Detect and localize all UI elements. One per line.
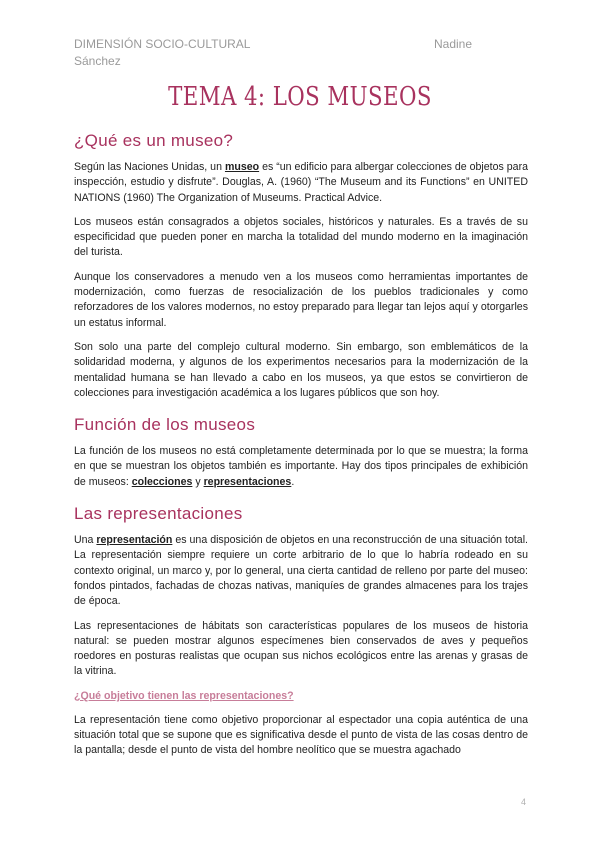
keyword-colecciones: colecciones: [131, 475, 193, 488]
keyword-museo: museo: [224, 161, 260, 173]
document-body: [74, 128, 528, 768]
text: Una: [74, 534, 97, 547]
section-heading-representations: Las representaciones: [74, 504, 243, 524]
paragraph: La representación tiene como objetivo proporcionar al espectador una copia auténtica de una situación total que se supone que es significativa desde el punto de vista de las cosas dentro de la pantalla; desde el punto de vista del hombre neolítico que se muestra agachado: [74, 713, 528, 757]
text: Según las Naciones Unidas, un: [74, 161, 225, 173]
keyword-representaciones: representaciones: [203, 475, 292, 488]
subheading-objective: ¿Qué objetivo tienen las representaciones?: [74, 689, 294, 702]
header-author-last: Sánchez: [74, 54, 121, 68]
paragraph: [74, 160, 528, 206]
paragraph: Los museos están consagrados a objetos sociales, históricos y naturales. Es a través de su especificidad que pueden poner en marcha la totalidad del mundo moderno en la imaginación del turista.: [74, 215, 528, 259]
text: La función de los museos no está completamente determinada por lo que se muestra; la forma en que se muestran los objetos también es importante. Hay dos tipos principales de exhibición de museos:: [74, 445, 528, 488]
section-heading-what-is-museum: ¿Qué es un museo?: [74, 131, 234, 150]
text: es “un edificio para albergar colecciones de objetos para inspección, estudio y disfrute”. Douglas, A. (1960) “The Museum and its Functions” en UNITED NATIONS (1960) The Organization of Museums. Practical Advice.: [74, 161, 528, 204]
paragraph: Son solo una parte del complejo cultural moderno. Sin embargo, son emblemáticos de la solidaridad moderna, y algunos de los experimentos necesarios para la modernización de la mentalidad humana se han llevado a cabo en los museos, ya que estos se convirtieron de colecciones para investigación académica a los lugares públicos que son hoy.: [74, 340, 528, 399]
paragraph: [74, 444, 528, 490]
page-number: 4: [521, 797, 527, 807]
page-title: TEMA 4: LOS MUSEOS: [168, 82, 432, 112]
paragraph: [74, 533, 528, 609]
section-heading-function: Función de los museos: [74, 415, 256, 435]
text: .: [291, 475, 295, 488]
header-author-first: Nadine: [434, 37, 473, 51]
paragraph: Las representaciones de hábitats son características populares de los museos de historia natural: se pueden mostrar algunos especímenes bien conservados de aves y pequeños roedores en posturas realistas que ocupan sus nichos ecológicos entre las arenas y grasas de la vitrina.: [74, 619, 528, 678]
keyword-representacion: representación: [96, 534, 173, 547]
header-course: DIMENSIÓN SOCIO-CULTURAL: [74, 37, 251, 51]
text: es una disposición de objetos en una reconstrucción de una situación total. La representación siempre requiere un corte arbitrario de lo que lo habría rodeado en su contexto original, un marco y, por lo general, una cierta cantidad de relleno por parte del museo: fondos pintados, fachadas de chozas nativas, maniquíes de grandes almacenes para los trajes de época.: [74, 534, 528, 608]
text: y: [192, 475, 204, 488]
paragraph: Aunque los conservadores a menudo ven a los museos como herramientas importantes de modernización, como fuerzas de resocialización de los pueblos tradicionales y como reforzadores de los valores modernos, no estoy preparado para llegar tan lejos aquí y otorgarles un estatus informal.: [74, 270, 528, 329]
